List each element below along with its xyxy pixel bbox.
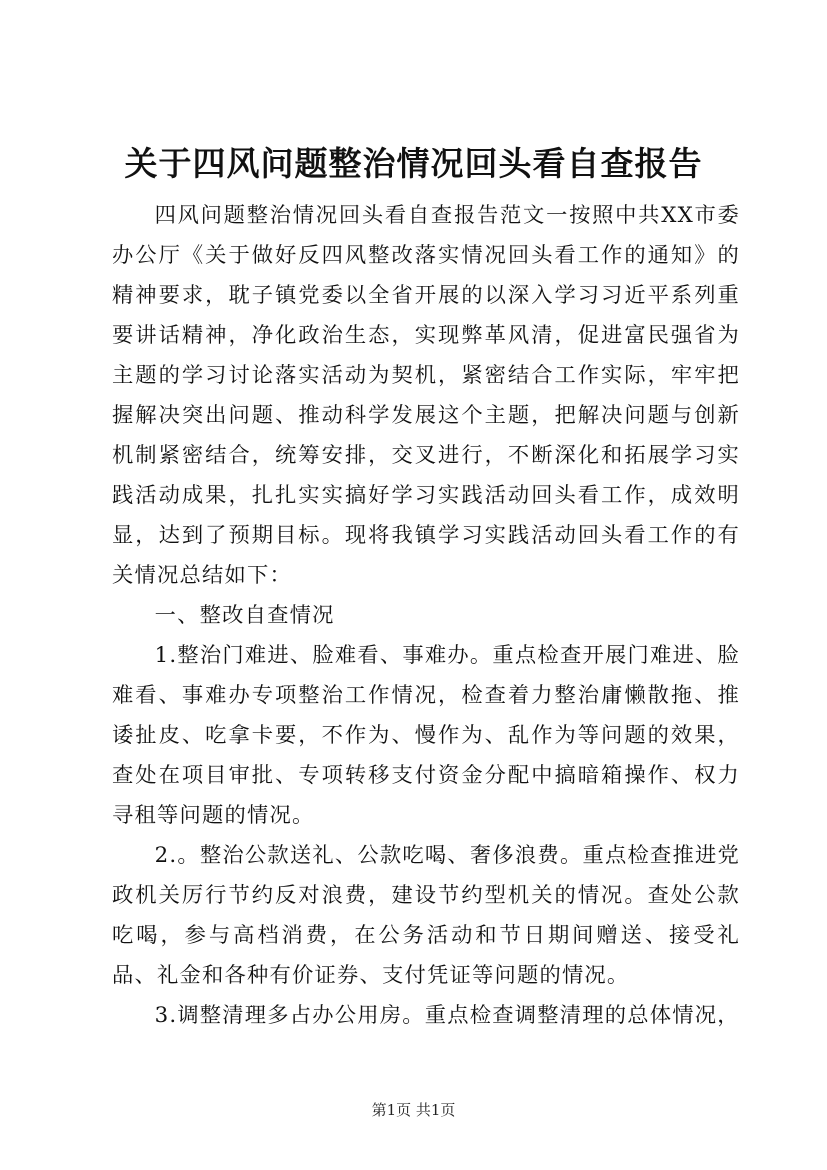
paragraph-item-3: 3.调整清理多占办公用房。重点检查调整清理的总体情况， [154, 1003, 740, 1028]
section-heading: 一、整改自查情况 [154, 603, 335, 628]
paragraph-intro: 四风问题整治情况回头看自查报告范文一按照中共XX市委办公厅《关于做好反四风整改落实情况回头看工作的通知》的精神要求，耽子镇党委以全省开展的以深入学习习近平系列重要讲话精神，净化政治生态，实现弊革风清，促进富民强省为主题的学习讨论落实活动为契机，紧密结合工作实际，牢牢把握解决突出问题、推动科学发展这个主题，把解决问题与创新机制紧密结合，统筹安排，交叉进行，不断深化和拓展学习实践活动成果，扎扎实实搞好学习实践活动回头看工作，成效明显，达到了预期目标。现将我镇学习实践活动回头看工作的有关情况总结如下： [112, 203, 740, 588]
page-title: 关于四风问题整治情况回头看自查报告 [124, 144, 703, 183]
paragraph-item-2: 2.。整治公款送礼、公款吃喝、奢侈浪费。重点检查推进党政机关厉行节约反对浪费，建设节约型机关的情况。查处公款吃喝，参与高档消费，在公务活动和节日期间赠送、接受礼品、礼金和各种有价证券、支付凭证等问题的情况。 [112, 843, 740, 988]
document-body [112, 196, 740, 1036]
page-footer: 第1页 共1页 [371, 1101, 456, 1119]
paragraph-item-1: 1.整治门难进、脸难看、事难办。重点检查开展门难进、脸难看、事难办专项整治工作情况，检查着力整治庸懒散拖、推诿扯皮、吃拿卡要，不作为、慢作为、乱作为等问题的效果，查处在项目审批、专项转移支付资金分配中搞暗箱操作、权力寻租等问题的情况。 [112, 643, 740, 828]
